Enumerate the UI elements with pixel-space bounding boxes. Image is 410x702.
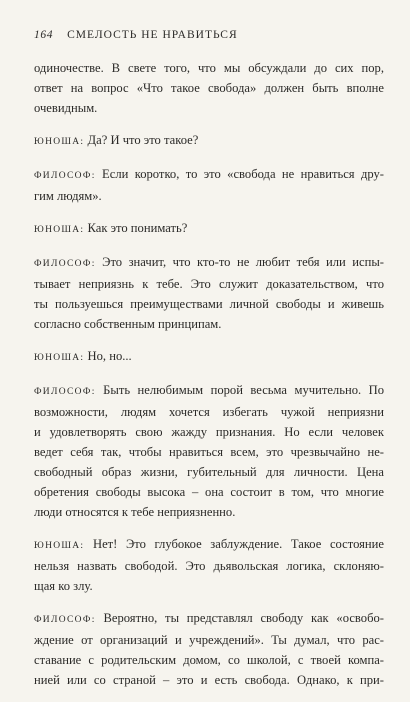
speaker-label: ЮНОША:	[34, 353, 85, 363]
text-line	[34, 294, 384, 314]
text-line	[34, 576, 384, 596]
text-line	[34, 58, 384, 78]
text-line	[34, 380, 384, 402]
speaker-label: ФИЛОСОФ:	[34, 259, 96, 269]
dialogue-paragraph	[34, 130, 384, 152]
dialogue-paragraph	[34, 252, 384, 334]
line-text: возможности, людям хочется избегать чужой неприязни	[34, 405, 384, 419]
line-text: ты пользуешься преимуществами личной свободы и живешь	[34, 297, 384, 311]
line-text: свободный образ жизни, губительный для личности. Цена	[34, 465, 384, 479]
text-line	[34, 98, 384, 118]
line-text: нией или со страной – это и есть свобода. Однако, к при-	[34, 673, 384, 687]
running-title: СМЕЛОСТЬ НЕ НРАВИТЬСЯ	[67, 29, 238, 41]
line-text: очевидным.	[34, 101, 98, 115]
line-text: нельзя назвать свободой. Это дьявольская логика, склоняю-	[34, 559, 384, 573]
line-text: ставание с родительским домом, со школой, с твоей компа-	[34, 653, 384, 667]
text-line	[34, 630, 384, 650]
text-line	[34, 274, 384, 294]
line-text: тывает неприязнь к тебе. Это служит доказательством, что	[34, 277, 384, 291]
speaker-label: ЮНОША:	[34, 225, 85, 235]
line-text: одиночестве. В свете того, что мы обсуждали до сих пор,	[34, 61, 384, 75]
line-text: ответ на вопрос «Что такое свобода» должен быть вполне	[34, 81, 384, 95]
speaker-label: ФИЛОСОФ:	[34, 615, 96, 625]
speaker-label: ЮНОША:	[34, 541, 85, 551]
text-line	[34, 670, 384, 690]
text-line	[34, 556, 384, 576]
text-line	[34, 502, 384, 522]
line-text: и удовлетворять свою жажду признания. Но если человек	[34, 425, 384, 439]
line-text: Если коротко, то это «свобода не нравиться дру-	[102, 167, 384, 181]
running-header	[34, 29, 238, 41]
text-line	[34, 442, 384, 462]
line-text: ведет себя так, чтобы нравиться всем, это чрезвычайно не-	[34, 445, 384, 459]
line-text: Быть нелюбимым порой весьма мучительно. По	[103, 383, 384, 397]
text-line	[34, 422, 384, 442]
line-text: Вероятно, ты представлял свободу как «освобо-	[103, 611, 384, 625]
text-line	[34, 402, 384, 422]
dialogue-paragraph	[34, 608, 384, 690]
dialogue-paragraph	[34, 346, 384, 368]
page-number: 164	[34, 29, 54, 41]
body-text	[34, 58, 384, 702]
text-line	[34, 252, 384, 274]
text-line	[34, 346, 384, 368]
text-line	[34, 608, 384, 630]
line-text: обретения свободы высока – она состоит в том, что многие	[34, 485, 384, 499]
speaker-label: ЮНОША:	[34, 137, 85, 147]
text-line	[34, 218, 384, 240]
text-line	[34, 462, 384, 482]
text-line	[34, 164, 384, 186]
line-text: люди относятся к тебе неприязненно.	[34, 505, 236, 519]
line-text: ждение от организаций и учреждений». Ты думал, что рас-	[34, 633, 384, 647]
line-text: Да? И что это такое?	[87, 133, 199, 147]
line-text: Как это понимать?	[87, 221, 188, 235]
dialogue-paragraph	[34, 164, 384, 206]
line-text: согласно собственным принципам.	[34, 317, 222, 331]
line-text: гим людям».	[34, 189, 102, 203]
line-text: Нет! Это глубокое заблуждение. Такое состояние	[92, 537, 384, 551]
dialogue-paragraph	[34, 218, 384, 240]
paragraph	[34, 58, 384, 118]
text-line	[34, 482, 384, 502]
line-text: Это значит, что кто-то не любит тебя или испы-	[102, 255, 384, 269]
line-text: щая ко злу.	[34, 579, 93, 593]
speaker-label: ФИЛОСОФ:	[34, 171, 96, 181]
dialogue-paragraph	[34, 380, 384, 522]
text-line	[34, 78, 384, 98]
text-line	[34, 130, 384, 152]
text-line	[34, 314, 384, 334]
text-line	[34, 186, 384, 206]
text-line	[34, 650, 384, 670]
text-line	[34, 534, 384, 556]
dialogue-paragraph	[34, 534, 384, 596]
speaker-label: ФИЛОСОФ:	[34, 387, 96, 397]
line-text: Но, но...	[87, 349, 132, 363]
